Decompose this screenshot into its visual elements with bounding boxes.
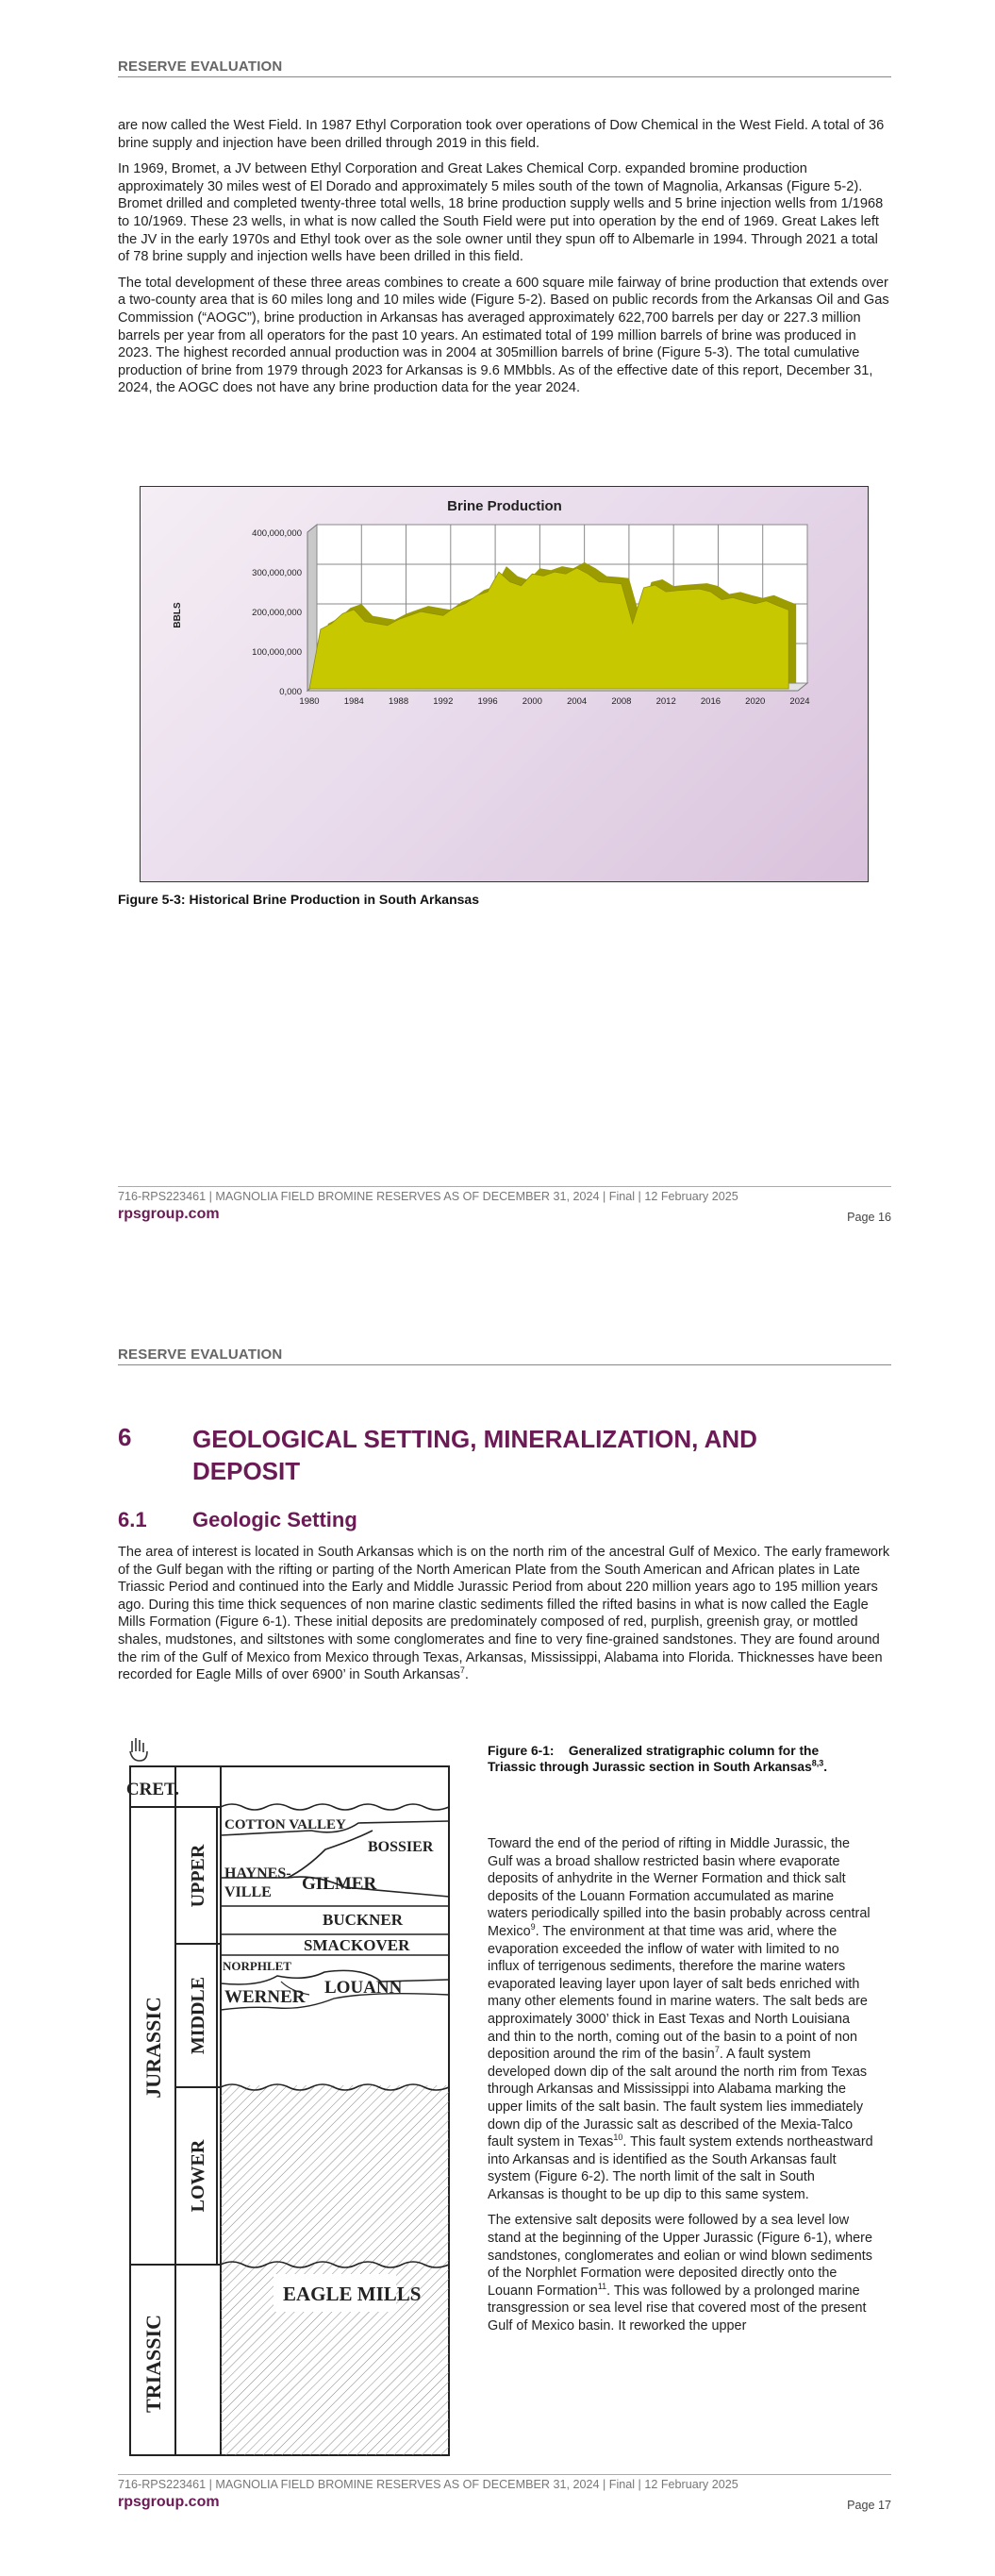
paragraph: are now called the West Field. In 1987 Ethyl Corporation took over operations of Dow Chemical in the West Field. A total of 36 brine supply and injection have been drilled through 2019 in this field. (118, 118, 885, 151)
x-tick-label: 2024 (789, 696, 810, 707)
system-label-triassic: TRIASSIC (141, 2315, 165, 2413)
intro-end: . (464, 1667, 469, 1683)
text-run: . This was followed by a prolonged marine transgression or sea level rise that covered most of the present Gulf of Mexico basin. It reworked the upper (488, 2283, 867, 2334)
caption-label: Figure 6-1: (488, 1744, 555, 1758)
footer-text: 716-RPS223461 | MAGNOLIA FIELD BROMINE RESERVES AS OF DECEMBER 31, 2024 | Final | 12 February 2025 (118, 2478, 738, 2491)
formation-smackover: SMACKOVER (304, 1936, 410, 1954)
formation-norphlet: NORPHLET (223, 1959, 291, 1973)
x-tick-label: 1992 (433, 696, 454, 707)
intro-text: The area of interest is located in South Arkansas which is on the north rim of the ancestral Gulf of Mexico. The early framework of the Gulf began with the rifting or parting of the North American Plate from the South American and African plates in Late Triassic Period and continued into the Early and Middle Jurassic Period from about 220 million years ago to 195 million years ago. During this time thick sequences of non marine clastic sediments filled the rifted basins in what is now called the Eagle Mills Formation (Figure 6-1). These initial deposits are predominately composed of red, purplish, greenish gray, or mottled shales, mudstones, and siltstones with some conglomerates and fine to very fine-grained sandstones. They are found around the rim of the Gulf of Mexico from Mexico through Texas, Arkansas, Mississippi, Alabama into Florida. Thicknesses have been recorded for Eagle Mills of over 6900’ in South Arkansas (118, 1545, 890, 1683)
stratigraphic-column-svg (123, 1736, 455, 2463)
side-text (488, 1835, 874, 2344)
running-header: RESERVE EVALUATION (118, 1347, 891, 1365)
footer-site-link[interactable]: rpsgroup.com (118, 1206, 220, 1222)
section-number: 6 (118, 1423, 132, 1451)
formation-eagle-mills: EAGLE MILLS (283, 2283, 422, 2305)
figure-caption: Figure 5-3: Historical Brine Production in South Arkansas (118, 892, 479, 907)
footer-rule (118, 2474, 891, 2475)
section-title: GEOLOGICAL SETTING, MINERALIZATION, AND DEPOSIT (192, 1425, 757, 1485)
x-tick-label: 1988 (388, 696, 409, 707)
brine-production-chart (140, 486, 869, 882)
x-tick-label: 2008 (611, 696, 632, 707)
series-label-middle: MIDDLE (188, 1976, 208, 2055)
citation-ref: 10 (613, 2133, 623, 2143)
intro-paragraph (118, 1544, 891, 1684)
footer-text: 716-RPS223461 | MAGNOLIA FIELD BROMINE RESERVES AS OF DECEMBER 31, 2024 | Final | 12 February 2025 (118, 1190, 738, 1203)
y-axis-label: BBLS (173, 602, 183, 628)
text-run: Toward the end of the period of rifting in Middle Jurassic, the Gulf was a broad shallow restricted basin where evaporate deposits of anhydrite in the Werner Formation and thick salt deposits of the Louann Formation accumulated as marine waters periodically spilled into the basin probably across central Mexico (488, 1836, 871, 1939)
x-tick-label: 2016 (700, 696, 721, 707)
running-header: RESERVE EVALUATION (118, 59, 891, 77)
paragraph: The total development of these three areas combines to create a 600 square mile fairway of brine production that extends over a two-county area that is 60 miles long and 10 miles wide (Figure 5-2). Based on public records from the Arkansas Oil and Gas Commission (“AOGC”), brine production in Arkansas has averaged approximately 622,700 barrels per day or 227.3 million barrels per year from all operators for the past 10 years. An estimated total of 199 million barrels of brine was produced in 2023. The highest recorded annual production was in 2004 at 305million barrels of brine (Figure 5-3). The total cumulative production of brine from 1979 through 2023 for Arkansas is 9.6 MMbbls. As of the effective date of this report, December 31, 2024, the AOGC does not have any brine production data for the year 2024. (118, 275, 889, 396)
y-tick-label: 200,000,000 (252, 608, 302, 618)
x-tick-label: 1996 (477, 696, 498, 707)
footer-rule (118, 1186, 891, 1187)
body-text (118, 117, 891, 406)
footer-site-link[interactable]: rpsgroup.com (118, 2494, 220, 2510)
formation-louann: LOUANN (324, 1978, 403, 1998)
text-run: . This fault system extends northeastward into Arkansas and is identified as the South Arkansas fault system (Figure 6-2). The north limit of the salt in South Arkansas is thought to be up dip to this same system. (488, 2134, 873, 2202)
formation-werner: WERNER (224, 1987, 306, 2007)
text-run: . A fault system developed down dip of the salt around the north rim from Texas through Arkansas and Mississippi into Alabama marking the upper limits of the salt basin. The fault system lies immediately down dip of the Jurassic salt as described of the Mexia-Talco fault system in Texas (488, 2047, 868, 2150)
x-tick-label: 2000 (522, 696, 542, 707)
series-label-upper: UPPER (188, 1844, 208, 1908)
paragraph (488, 1835, 874, 2203)
citation-ref: 7 (714, 2045, 720, 2055)
x-tick-label: 2012 (655, 696, 676, 707)
citation-ref: 9 (530, 1922, 536, 1932)
caption-text: Generalized stratigraphic column for the Triassic through Jurassic section in South Arkansas (488, 1744, 820, 1774)
system-label-jurassic: JURASSIC (141, 1997, 165, 2099)
y-tick-label: 100,000,000 (252, 647, 302, 658)
page-number: Page 16 (847, 1211, 891, 1224)
x-tick-label: 1980 (299, 696, 320, 707)
paragraph: In 1969, Bromet, a JV between Ethyl Corporation and Great Lakes Chemical Corp. expanded bromine production approximately 30 miles west of El Dorado and approximately 5 miles south of the town of Magnolia, Arkansas (Figure 5-2). Bromet drilled and completed twenty-three total wells, 18 brine production supply wells and 5 brine injection wells from 1/1968 to 10/1969. These 23 wells, in what is now called the South Field were put into operation by the end of 1969. Great Lakes left the JV in the early 1970s and Ethyl took over as the sole owner until they spun off to Albemarle in 1994. Through 2021 a total of 78 brine supply and injection wells have been drilled in this field. (118, 161, 884, 265)
y-tick-label: 300,000,000 (252, 568, 302, 578)
chart-svg (141, 487, 868, 881)
y-tick-label: 400,000,000 (252, 528, 302, 539)
x-tick-label: 1984 (343, 696, 364, 707)
subsection-title: Geologic Setting (192, 1508, 357, 1531)
stratigraphic-column (123, 1736, 455, 2463)
citation-ref: 7 (459, 1665, 465, 1676)
series-label-lower: LOWER (188, 2139, 208, 2213)
citation-ref: 11 (597, 2282, 607, 2292)
formation-haynesville-1: HAYNES- (224, 1865, 291, 1882)
system-label-cretaceous: CRET. (125, 1780, 180, 1799)
text-run: . The environment at that time was arid, where the evaporation exceeded the inflow of water with limited to no influx of terrigenous sediments, therefore the marine waters evaporated leaving layer upon layer of salt beds enriched with many other elements found in marine waters. The salt beds are approximately 3000’ thick in East Texas and North Louisiana and thin to the north, coming out of the basin to a point of non deposition around the rim of the basin (488, 1923, 868, 2063)
x-tick-label: 2020 (745, 696, 766, 707)
figure-6-1-caption (488, 1743, 865, 1775)
hand-cursor-icon (130, 1738, 147, 1761)
x-tick-label: 2004 (567, 696, 588, 707)
text-run: The extensive salt deposits were followed by a sea level low stand at the beginning of the Upper Jurassic (Figure 6-1), where sandstones, conglomerates and eolian or wind blown sediments of the Norphlet Formation were deposited directly onto the Louann Formation (488, 2213, 872, 2299)
paragraph (488, 2212, 874, 2334)
formation-buckner: BUCKNER (323, 1911, 404, 1929)
citation-ref: 8,3 (811, 1758, 824, 1768)
formation-bossier: BOSSIER (368, 1839, 434, 1855)
y-tick-label: 0,000 (279, 687, 302, 697)
page-number: Page 17 (847, 2499, 891, 2512)
formation-cotton-valley: COTTON VALLEY (224, 1817, 346, 1832)
formation-gilmer: GILMER (302, 1874, 377, 1894)
caption-end: . (823, 1760, 828, 1774)
subsection-number: 6.1 (118, 1508, 147, 1531)
formation-haynesville-2: VILLE (224, 1884, 272, 1900)
chart-title: Brine Production (447, 498, 562, 514)
